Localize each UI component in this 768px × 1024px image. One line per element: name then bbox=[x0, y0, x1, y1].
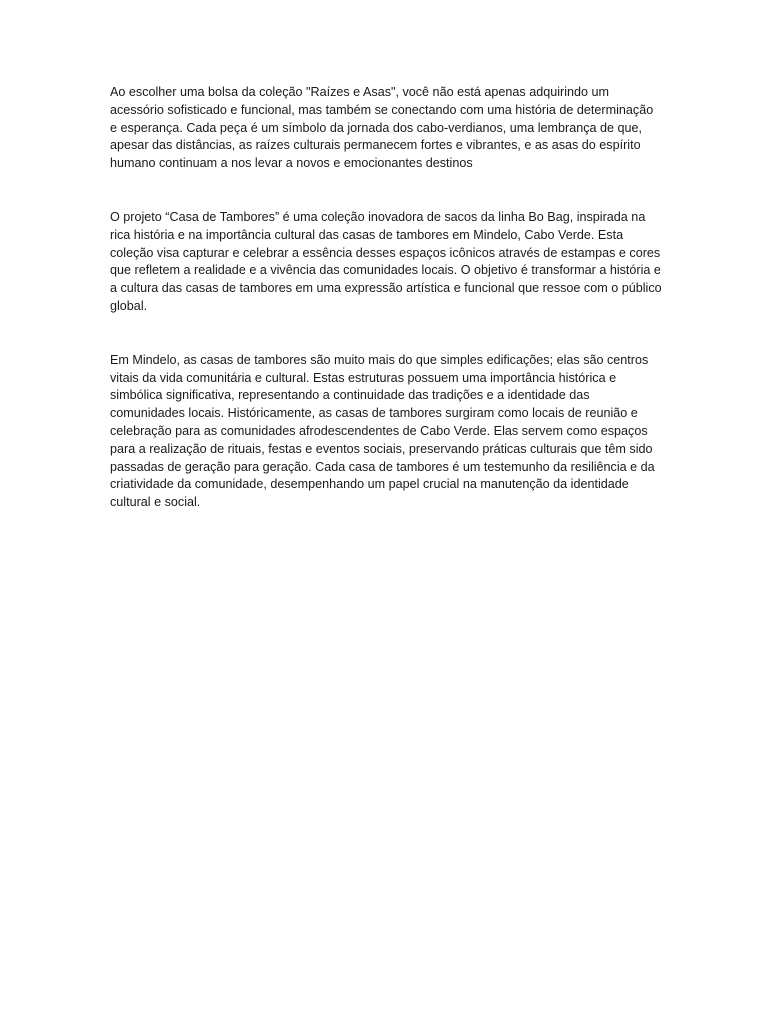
document-body bbox=[110, 84, 662, 512]
paragraph-casa-de-tambores-project: O projeto “Casa de Tambores” é uma coleção inovadora de sacos da linha Bo Bag, inspirada na rica história e na importância cultural das casas de tambores em Mindelo, Cabo Verde. Esta coleção visa capturar e celebrar a essência desses espaços icônicos através de estampas e cores que refletem a realidade e a vivência das comunidades locais. O objetivo é transformar a história e a cultura das casas de tambores em uma expressão artística e funcional que ressoe com o público global. bbox=[110, 209, 662, 313]
paragraph-mindelo-history: Em Mindelo, as casas de tambores são muito mais do que simples edificações; elas são centros vitais da vida comunitária e cultural. Estas estruturas possuem uma importância histórica e simbólica significativa, representando a continuidade das tradições e a identidade das comunidades locais. Históricamente, as casas de tambores surgiram como locais de reunião e celebração para as comunidades afrodescendentes de Cabo Verde. Elas servem como espaços para a realização de rituais, festas e eventos sociais, preservando práticas culturais que têm sido passadas de geração para geração. Cada casa de tambores é um testemunho da resiliência e da criatividade da comunidade, desempenhando um papel crucial na manutenção da identidade cultural e social. bbox=[110, 352, 655, 510]
paragraph-raizes-e-asas: Ao escolher uma bolsa da coleção "Raízes e Asas", você não está apenas adquirindo um acessório sofisticado e funcional, mas também se conectando com uma história de determinação e esperança. Cada peça é um símbolo da jornada dos cabo-verdianos, uma lembrança de que, apesar das distâncias, as raízes culturais permanecem fortes e vibrantes, e as asas do espírito humano continuam a nos levar a novos e emocionantes destinos bbox=[110, 85, 654, 171]
